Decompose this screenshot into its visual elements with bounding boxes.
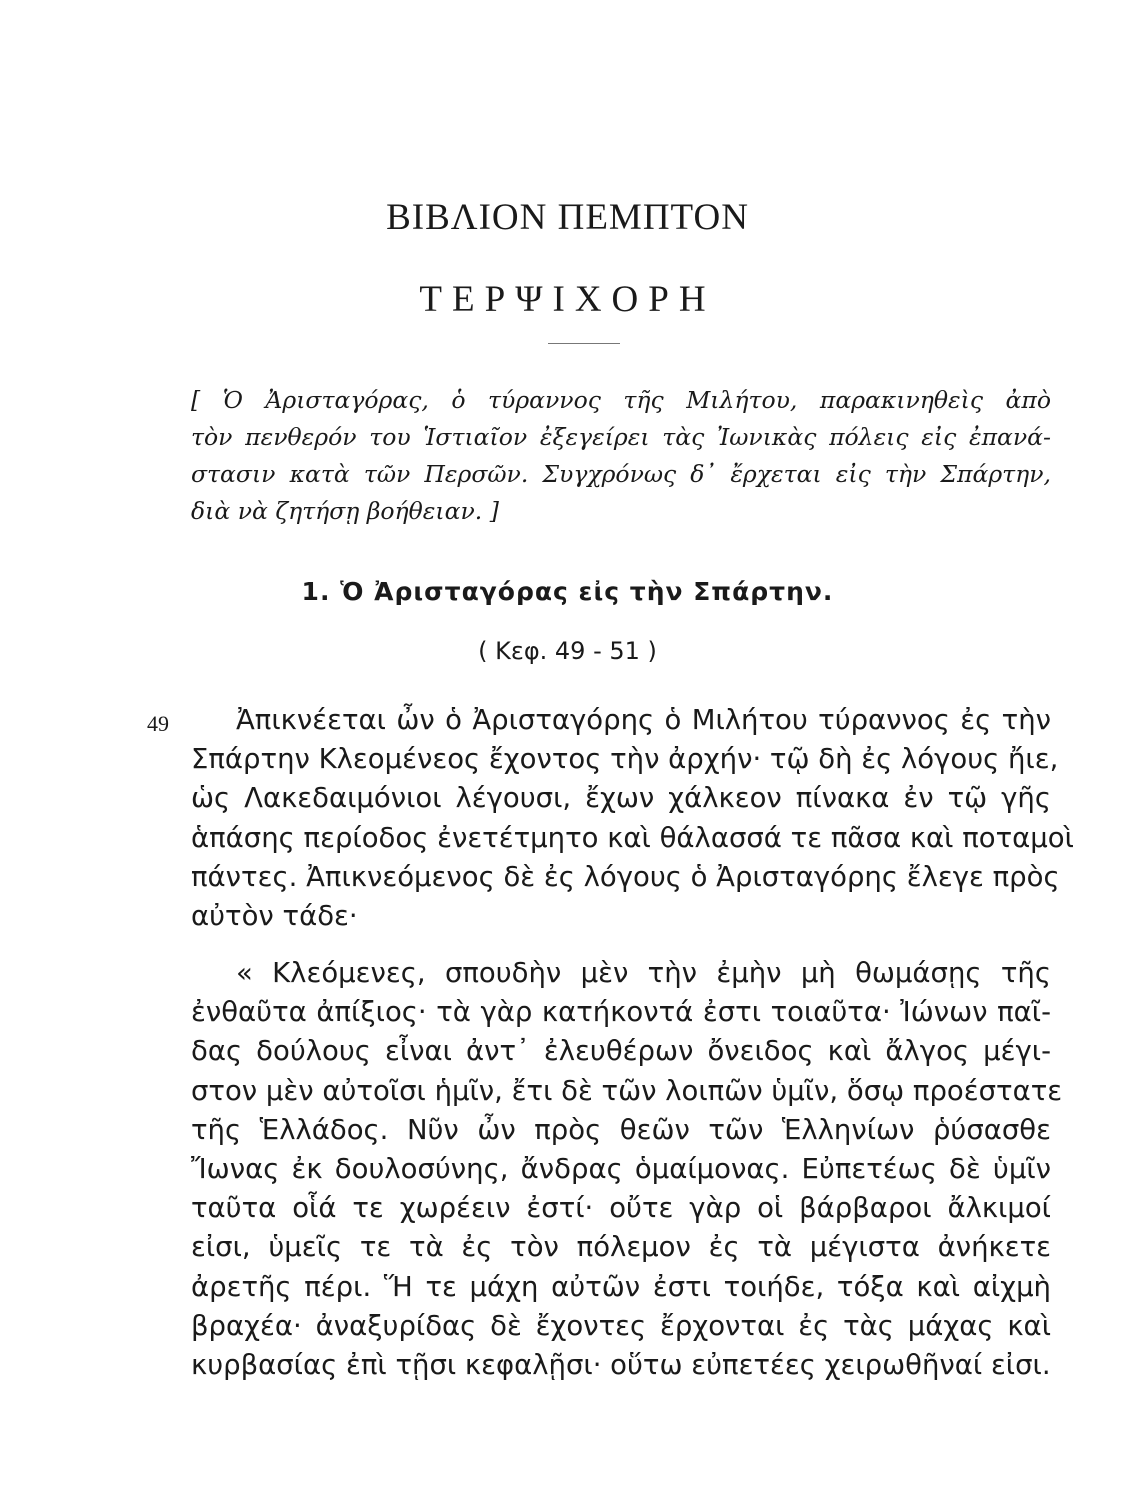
book-title: ΒΙΒΛΙΟΝ ΠΕΜΠΤΟΝ [386, 197, 749, 238]
paragraph-1 [191, 701, 1074, 936]
text-line: ὡς Λακεδαιμόνιοι λέγουσι, ἔχων χάλκεον πίνακα ἐν τῷ γῆς [191, 782, 1051, 815]
text-line: ταῦτα οἷά τε χωρέειν ἐστί· οὔτε γὰρ οἱ βάρβαροι ἄλκιμοί [191, 1192, 1051, 1225]
text-line: Σπάρτην Κλεομένεος ἔχοντος τὴν ἀρχήν· τῷ δὴ ἐς λόγους ἤιε, [191, 743, 1059, 776]
text-line: στον μὲν αὐτοῖσι ἡμῖν, ἔτι δὲ τῶν λοιπῶν ὑμῖν, ὅσῳ προέστατε [191, 1074, 1063, 1107]
text-line: Ἀπικνέεται ὦν ὁ Ἀρισταγόρης ὁ Μιλήτου τύραννος ἐς τὴν [236, 704, 1051, 736]
text-line: βραχέα· ἀναξυρίδας δὲ ἔχοντες ἔρχονται ἐς τὰς μάχας καὶ [191, 1309, 1051, 1342]
text-line: « Κλεόμενες, σπουδὴν μὲν τὴν ἐμὴν μὴ θωμάσῃς τῆς [236, 957, 1051, 989]
chapter-reference: ( Κεφ. 49 - 51 ) [478, 637, 657, 665]
paragraph-2 [191, 954, 1063, 1385]
section-heading: 1. Ὁ Ἀρισταγόρας εἰς τὴν Σπάρτην. [301, 577, 834, 606]
text-line: ἀρετῆς πέρι. Ἥ τε μάχη αὐτῶν ἐστι τοιήδε, τόξα καὶ αἰχμὴ [191, 1270, 1051, 1303]
text-line: δας δούλους εἶναι ἀντ᾽ ἐλευθέρων ὄνειδος καὶ ἄλγος μέγι- [191, 1035, 1051, 1068]
summary-line: τὸν πενθερόν του Ἱστιαῖον ἐξεγείρει τὰς Ἰωνικὰς πόλεις εἰς ἐπανά- [191, 423, 1051, 451]
text-line: αὐτὸν τάδε· [191, 899, 358, 932]
summary-line: [ Ὁ Ἀρισταγόρας, ὁ τύραννος τῆς Μιλήτου, παρακινηθεὶς ἀπὸ [191, 386, 1051, 414]
text-line: ἐνθαῦτα ἀπίξιος· τὰ γὰρ κατήκοντά ἐστι τοιαῦτα· Ἰώνων παῖ- [191, 996, 1051, 1029]
text-line: εἰσι, ὑμεῖς τε τὰ ἐς τὸν πόλεμον ἐς τὰ μέγιστα ἀνήκετε [191, 1231, 1051, 1264]
text-line: κυρβασίας ἐπὶ τῇσι κεφαλῇσι· οὕτω εὐπετέες χειρωθῆναί εἰσι. [191, 1348, 1051, 1381]
book-name: ΤΕΡΨΙΧΟΡΗ [419, 279, 716, 320]
margin-chapter-number: 49 [147, 711, 169, 736]
text-line: πάντες. Ἀπικνεόμενος δὲ ἐς λόγους ὁ Ἀρισταγόρης ἔλεγε πρὸς [191, 860, 1060, 893]
text-line: ἁπάσης περίοδος ἐνετέτμητο καὶ θάλασσά τε πᾶσα καὶ ποταμοὶ [191, 821, 1074, 854]
title-divider [548, 343, 620, 344]
summary-line: στασιν κατὰ τῶν Περσῶν. Συγχρόνως δ᾽ ἔρχεται εἰς τὴν Σπάρτην, [191, 460, 1051, 488]
text-line: Ἴωνας ἐκ δουλοσύνης, ἄνδρας ὁμαίμονας. Εὐπετέως δὲ ὑμῖν [191, 1152, 1051, 1185]
chapter-summary [191, 382, 1051, 530]
summary-line: διὰ νὰ ζητήσῃ βοήθειαν. ] [191, 497, 499, 525]
text-line: τῆς Ἑλλάδος. Νῦν ὦν πρὸς θεῶν τῶν Ἑλληνίων ῥύσασθε [191, 1113, 1051, 1146]
